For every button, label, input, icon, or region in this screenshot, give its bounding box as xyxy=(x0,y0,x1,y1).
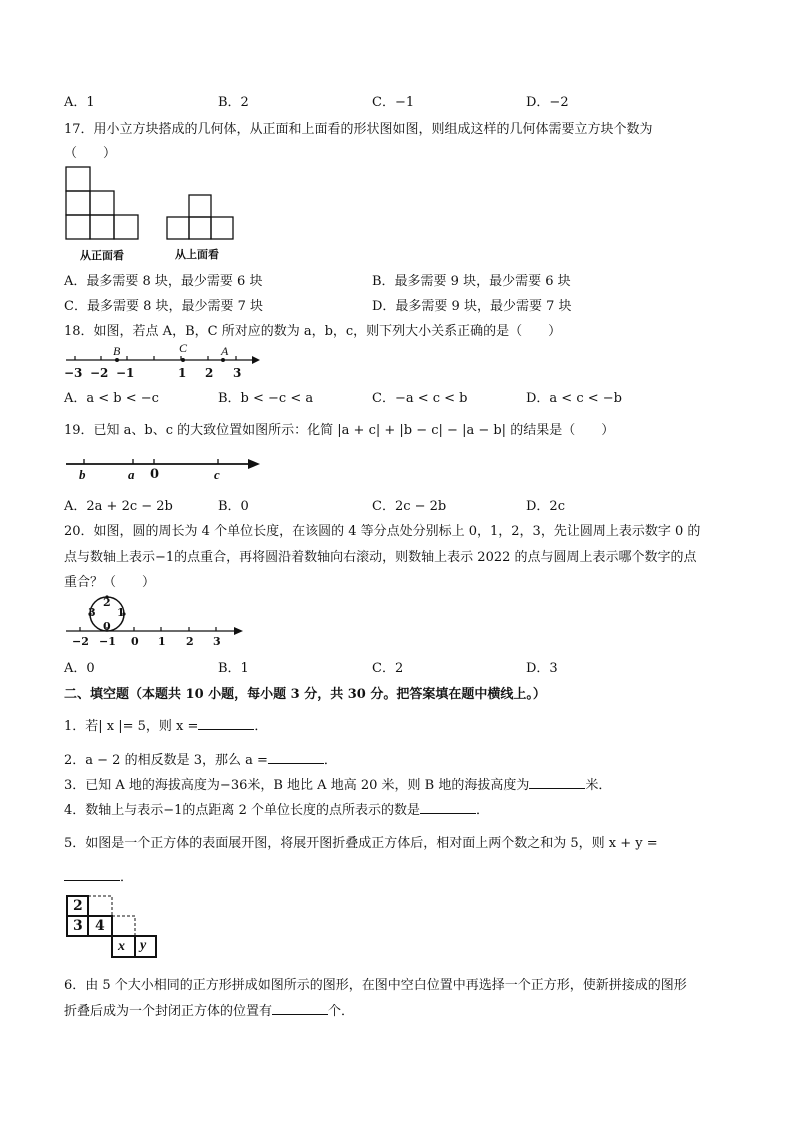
fill-5: 5．如图是一个正方体的表面展开图，将展开图折叠成正方体后，相对面上两个数之和为 5，则 x + y = xyxy=(64,836,658,851)
q17-option-b: B．最多需要 9 块，最少需要 6 块 xyxy=(372,274,571,289)
q19-label-0: 0 xyxy=(150,467,160,482)
q18-option-c: C．−a < c < b xyxy=(372,391,468,406)
q20-line2: 点与数轴上表示−1的点重合，再将圆沿着数轴向右滚动，则数轴上表示 2022 的点与圆周上表示哪个数字的点 xyxy=(64,550,697,565)
q20-tick-0: 0 xyxy=(131,635,139,648)
net-face-2: 2 xyxy=(73,898,83,914)
q18-label-b: B xyxy=(113,344,121,358)
fill-6-line1: 6．由 5 个大小相同的正方形拼成如图所示的图形，在图中空白位置中再选择一个正方形，使新拼接成的图形 xyxy=(64,978,687,993)
front-view-label: 从正面看 xyxy=(80,249,124,262)
circle-label-1: 1 xyxy=(117,606,125,619)
circle-label-3: 3 xyxy=(88,606,96,619)
q20-line3: 重合？（ ） xyxy=(64,575,156,590)
fill-2-end: ． xyxy=(323,753,337,768)
net-face-3: 3 xyxy=(73,918,83,934)
q18-tick-m1: −1 xyxy=(116,366,135,380)
fill-4-end: ． xyxy=(475,803,489,818)
q18-option-a: A．a < b < −c xyxy=(64,391,159,406)
fill-2-text: 2．a − 2 的相反数是 3，那么 a = xyxy=(64,753,268,768)
q18-stem: 18．如图，若点 A，B，C 所对应的数为 a，b，c，则下列大小关系正确的是（ ） xyxy=(64,324,562,339)
q20-tick-3: 3 xyxy=(213,635,221,648)
q20-option-a: A．0 xyxy=(64,661,95,676)
q18-tick-3: 3 xyxy=(233,366,242,380)
q17-option-a: A．最多需要 8 块，最少需要 6 块 xyxy=(64,274,263,289)
q17-stem: 17．用小立方块搭成的几何体，从正面和上面看的形状图如图，则组成这样的几何体需要立方块个数为 xyxy=(64,122,653,137)
q19-label-b: b xyxy=(79,467,86,482)
q19-label-c: c xyxy=(214,467,220,482)
q17-paren: （ ） xyxy=(64,146,117,161)
fill-6-blank[interactable] xyxy=(272,1003,328,1015)
net-face-4: 4 xyxy=(95,918,105,934)
top-view-label: 从上面看 xyxy=(175,248,219,261)
q17-option-c: C．最多需要 8 块，最少需要 7 块 xyxy=(64,299,264,314)
q18-option-b: B．b < −c < a xyxy=(218,391,314,406)
q20-option-d: D．3 xyxy=(526,661,558,676)
fill-1-text: 1．若| x |= 5，则 x = xyxy=(64,719,199,734)
section-2-heading: 二、填空题（本题共 10 小题，每小题 3 分，共 30 分。把答案填在题中横线上。） xyxy=(64,687,546,702)
circle-label-0: 0 xyxy=(103,620,111,633)
q20-option-c: C．2 xyxy=(372,661,404,676)
q18-option-d: D．a < c < −b xyxy=(526,391,622,406)
q20-option-b: B．1 xyxy=(218,661,249,676)
q19-option-b: B．0 xyxy=(218,499,249,514)
q16-option-b: B．2 xyxy=(218,95,249,110)
q18-tick-m2: −2 xyxy=(90,366,109,380)
q19-option-d: D．2c xyxy=(526,499,565,514)
fill-1-end: ． xyxy=(254,719,268,734)
q16-option-d: D．−2 xyxy=(526,95,569,110)
q20-line1: 20．如图，圆的周长为 4 个单位长度，在该圆的 4 等分点处分别标上 0，1，2，3，先让圆周上表示数字 0 的 xyxy=(64,524,701,539)
fill-4-text: 4．数轴上与表示−1的点距离 2 个单位长度的点所表示的数是 xyxy=(64,803,420,818)
fill-5-end: ． xyxy=(120,870,134,885)
net-face-x: x xyxy=(118,939,125,954)
q19-option-a: A．2a + 2c − 2b xyxy=(64,499,173,514)
q20-tick-m2: −2 xyxy=(72,635,89,648)
fill-6-text: 折叠后成为一个封闭正方体的位置有 xyxy=(64,1004,273,1019)
q20-tick-m1: −1 xyxy=(99,635,116,648)
q20-tick-1: 1 xyxy=(158,635,166,648)
q16-option-c: C．−1 xyxy=(372,95,415,110)
q19-stem: 19．已知 a、b、c 的大致位置如图所示：化简 |a + c| + |b − c| − |a − b| 的结果是（ ） xyxy=(64,423,615,438)
q19-option-c: C．2c − 2b xyxy=(372,499,447,514)
q18-label-a: A xyxy=(221,344,229,358)
q18-tick-m3: −3 xyxy=(64,366,83,380)
fill-3-text: 3．已知 A 地的海拔高度为−36米，B 地比 A 地高 20 米，则 B 地的海拔高度为 xyxy=(64,778,530,793)
q18-tick-2: 2 xyxy=(205,366,214,380)
fill-3-end: 米． xyxy=(585,778,612,793)
q16-option-a: A．1 xyxy=(64,95,95,110)
q19-label-a: a xyxy=(128,467,135,482)
q18-tick-1: 1 xyxy=(178,366,187,380)
fill-6-end: 个． xyxy=(328,1004,355,1019)
net-face-y: y xyxy=(140,938,147,953)
q18-label-c: C xyxy=(179,341,188,355)
q17-option-d: D．最多需要 9 块，最少需要 7 块 xyxy=(372,299,572,314)
q20-tick-2: 2 xyxy=(186,635,194,648)
fill-6-line2 xyxy=(64,1000,354,1019)
circle-label-2: 2 xyxy=(103,596,111,609)
